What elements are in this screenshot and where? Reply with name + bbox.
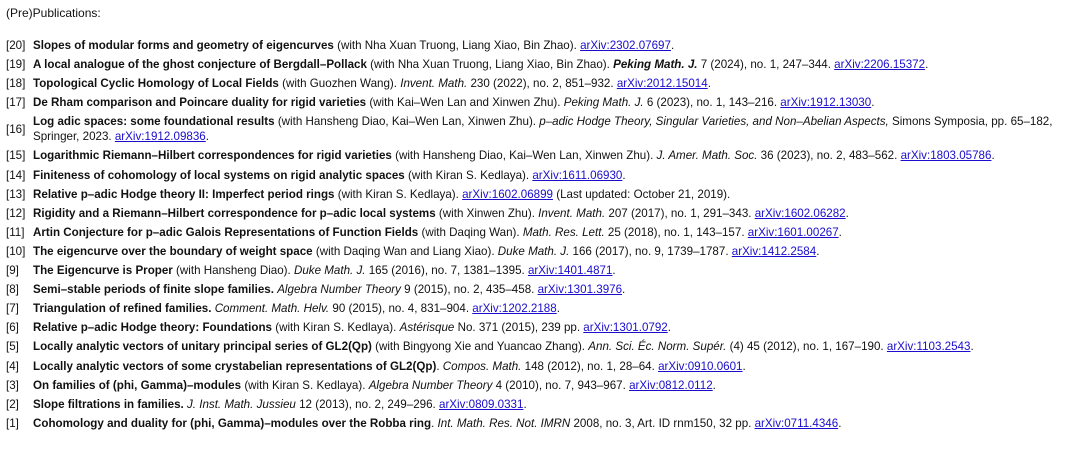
- pub-venue: J. Inst. Math. Jussieu: [186, 397, 296, 411]
- pub-tail: .: [612, 264, 616, 278]
- pub-number: [2]: [6, 397, 19, 411]
- pub-venue: Ann. Sci. Éc. Norm. Supér.: [588, 340, 727, 354]
- pub-venue: Algebra Number Theory: [277, 283, 401, 297]
- pub-details: 2008, no. 3, Art. ID rnm150, 32 pp.: [570, 416, 755, 430]
- publication-item: [6, 38, 1074, 53]
- pub-authors: (with Hansheng Diao).: [172, 264, 294, 278]
- pub-tail: .: [816, 244, 820, 258]
- pub-tail: .: [925, 58, 929, 72]
- pub-number: [4]: [6, 359, 19, 373]
- arxiv-link[interactable]: arXiv:0812.0112: [629, 378, 713, 392]
- pub-title: Finiteness of cohomology of local systems on rigid analytic spaces: [33, 168, 405, 182]
- pub-venue-bold: Peking Math. J.: [613, 58, 698, 72]
- pub-details: 6 (2023), no. 1, 143–216.: [643, 96, 781, 110]
- pub-number: [13]: [6, 187, 26, 201]
- pub-number: [18]: [6, 77, 26, 91]
- page-heading: (Pre)Publications:: [6, 6, 101, 20]
- pub-venue: Duke Math. J.: [497, 244, 570, 258]
- arxiv-link[interactable]: arXiv:0711.4346: [754, 416, 839, 430]
- pub-number: [1]: [6, 416, 19, 430]
- arxiv-link[interactable]: arXiv:1301.0792: [583, 321, 668, 335]
- pub-number: [8]: [6, 283, 19, 297]
- publication-item: [6, 148, 1074, 163]
- pub-number: [15]: [6, 149, 26, 163]
- arxiv-link[interactable]: arXiv:1912.13030: [780, 96, 872, 110]
- pub-authors: (with Bingyong Xie and Yuancao Zhang).: [371, 340, 589, 354]
- pub-tail: .: [622, 168, 626, 182]
- publication-item: [6, 187, 1074, 202]
- pub-title: Slope filtrations in families.: [33, 397, 184, 411]
- pub-authors: (with Kiran S. Kedlaya).: [404, 168, 533, 182]
- pub-title: Locally analytic vectors of some crystabelian representations of GL2(Qp): [33, 359, 437, 373]
- publication-item: [6, 359, 1074, 374]
- publication-item: [6, 397, 1074, 412]
- pub-tail: .: [205, 130, 209, 144]
- pub-details: 12 (2013), no. 2, 249–296.: [295, 397, 439, 411]
- pub-details: 7 (2024), no. 1, 247–344.: [697, 58, 835, 72]
- pub-authors: (with Kiran S. Kedlaya).: [241, 378, 369, 392]
- arxiv-link[interactable]: arXiv:1202.2188: [472, 302, 557, 316]
- pub-title: Artin Conjecture for p–adic Galois Representations of Function Fields: [33, 225, 419, 239]
- pub-title: Topological Cyclic Homology of Local Fields: [33, 77, 279, 91]
- publication-item: [6, 416, 1074, 431]
- pub-details: Simons Symposia, pp. 65–182, Springer, 2023.: [33, 115, 1053, 144]
- pub-title: Logarithmic Riemann–Hilbert correspondences for rigid varieties: [33, 149, 392, 163]
- pub-number: [20]: [6, 39, 26, 52]
- publication-item: [6, 206, 1074, 221]
- pub-tail: .: [556, 302, 560, 316]
- pub-number: [5]: [6, 340, 19, 354]
- pub-number: [16]: [6, 122, 26, 136]
- pub-number: [10]: [6, 244, 26, 258]
- publication-item: [6, 76, 1074, 91]
- arxiv-link[interactable]: arXiv:2206.15372: [834, 58, 926, 72]
- arxiv-link[interactable]: arXiv:1601.00267: [747, 225, 839, 239]
- arxiv-link[interactable]: arXiv:2302.07697: [580, 39, 671, 52]
- arxiv-link[interactable]: arXiv:2012.15014: [616, 77, 708, 91]
- publication-item: [6, 339, 1074, 354]
- pub-venue: Compos. Math.: [442, 359, 522, 373]
- arxiv-link[interactable]: arXiv:1803.05786: [900, 149, 992, 163]
- arxiv-link[interactable]: arXiv:1103.2543: [886, 340, 971, 354]
- arxiv-link[interactable]: arXiv:0809.0331: [439, 397, 524, 411]
- pub-title: A local analogue of the ghost conjecture of Bergdall–Pollack: [33, 58, 367, 72]
- pub-authors: (with Kiran S. Kedlaya).: [272, 321, 400, 335]
- pub-tail: .: [707, 77, 711, 91]
- pub-authors: (with Nha Xuan Truong, Liang Xiao, Bin Zhao).: [333, 39, 581, 52]
- pub-authors: (with Xinwen Zhu).: [435, 206, 539, 220]
- pub-number: [17]: [6, 96, 26, 110]
- pub-authors: (with Kai–Wen Lan and Xinwen Zhu).: [366, 96, 564, 110]
- pub-authors: (with Kiran S. Kedlaya).: [334, 187, 463, 201]
- pub-details: 230 (2022), no. 2, 851–932.: [467, 77, 617, 91]
- pub-venue: Peking Math. J.: [563, 96, 644, 110]
- pub-details: 165 (2016), no. 7, 1381–1395.: [365, 264, 528, 278]
- pub-number: [14]: [6, 168, 26, 182]
- pub-tail: .: [523, 397, 527, 411]
- pub-title: Log adic spaces: some foundational results: [33, 115, 275, 129]
- publication-item: [6, 263, 1074, 278]
- pub-title: Slopes of modular forms and geometry of eigencurves: [33, 39, 334, 52]
- pub-tail: .: [742, 359, 746, 373]
- publication-item: [6, 95, 1074, 110]
- pub-number: [7]: [6, 302, 19, 316]
- pub-title: Semi–stable periods of finite slope families.: [33, 283, 274, 297]
- pub-tail: .: [991, 149, 995, 163]
- pub-venue: p–adic Hodge Theory, Singular Varieties, and Non–Abelian Aspects,: [539, 115, 889, 129]
- pub-number: [6]: [6, 321, 19, 335]
- pub-venue: Algebra Number Theory: [368, 378, 493, 392]
- pub-details: 25 (2018), no. 1, 143–157.: [604, 225, 748, 239]
- pub-authors: (with Guozhen Wang).: [278, 77, 401, 91]
- pub-venue: Int. Math. Res. Not. IMRN: [437, 416, 571, 430]
- pub-details: 166 (2017), no. 9, 1739–1787.: [569, 244, 732, 258]
- pub-title: Rigidity and a Riemann–Hilbert correspondence for p–adic local systems: [33, 206, 436, 220]
- arxiv-link[interactable]: arXiv:1412.2584: [731, 244, 817, 258]
- pub-number: [9]: [6, 264, 19, 278]
- publication-item: [6, 57, 1074, 72]
- pub-tail: .: [712, 378, 716, 392]
- pub-authors: (with Daqing Wan and Liang Xiao).: [312, 244, 498, 258]
- pub-authors: (with Hansheng Diao, Kai–Wen Lan, Xinwen Zhu).: [391, 149, 657, 163]
- pub-tail: .: [871, 96, 875, 110]
- pub-tail: .: [670, 39, 675, 52]
- pub-title: The eigencurve over the boundary of weight space: [33, 244, 313, 258]
- pub-number: [3]: [6, 378, 19, 392]
- pub-title: The Eigencurve is Proper: [33, 264, 173, 278]
- pub-tail: (Last updated: October 21, 2019).: [553, 187, 731, 201]
- pub-title: On families of (phi, Gamma)–modules: [33, 378, 242, 392]
- pub-tail: .: [667, 321, 671, 335]
- publication-item: [6, 301, 1074, 316]
- pub-authors: (with Hansheng Diao, Kai–Wen Lan, Xinwen Zhu).: [274, 115, 540, 129]
- pub-title: Triangulation of refined families.: [33, 302, 212, 316]
- pub-authors: (with Daqing Wan).: [418, 225, 523, 239]
- publication-item: [6, 244, 1074, 259]
- pub-venue: Math. Res. Lett.: [522, 225, 605, 239]
- pub-venue: J. Amer. Math. Soc.: [656, 149, 758, 163]
- publication-item: [6, 282, 1074, 297]
- arxiv-link[interactable]: arXiv:1602.06899: [462, 187, 553, 201]
- pub-number: [12]: [6, 206, 26, 220]
- publication-item: [6, 114, 1074, 144]
- pub-details: 9 (2015), no. 2, 435–458.: [400, 283, 538, 297]
- pub-venue: Astérisque: [399, 321, 455, 335]
- pub-number: [19]: [6, 58, 26, 72]
- pub-tail: .: [970, 340, 974, 354]
- pub-tail: .: [845, 206, 849, 220]
- pub-details: 4 (2010), no. 7, 943–967.: [492, 378, 630, 392]
- arxiv-link[interactable]: arXiv:1912.09836: [114, 130, 206, 144]
- pub-tail: .: [838, 225, 842, 239]
- pub-venue: Comment. Math. Helv.: [214, 302, 330, 316]
- pub-venue: Duke Math. J.: [293, 264, 366, 278]
- pub-authors: .: [431, 416, 438, 430]
- pub-details: 148 (2012), no. 1, 28–64.: [521, 359, 659, 373]
- pub-title: Relative p–adic Hodge theory: Foundations: [33, 321, 272, 335]
- pub-tail: .: [838, 416, 842, 430]
- pub-details: No. 371 (2015), 239 pp.: [454, 321, 584, 335]
- publication-item: [6, 225, 1074, 240]
- arxiv-link[interactable]: arXiv:0910.0601: [658, 359, 743, 373]
- publication-item: [6, 320, 1074, 335]
- pub-details: 90 (2015), no. 4, 831–904.: [329, 302, 473, 316]
- arxiv-link[interactable]: arXiv:1611.06930: [532, 168, 623, 182]
- pub-title: Relative p–adic Hodge theory II: Imperfect period rings: [33, 187, 335, 201]
- pub-title: Locally analytic vectors of unitary principal series of GL2(Qp): [33, 340, 372, 354]
- publication-list: [6, 38, 1074, 435]
- arxiv-link[interactable]: arXiv:1602.06282: [754, 206, 846, 220]
- arxiv-link[interactable]: arXiv:1301.3976: [537, 283, 623, 297]
- pub-authors: .: [436, 359, 443, 373]
- pub-number: [11]: [6, 225, 25, 239]
- pub-title: De Rham comparison and Poincare duality for rigid varieties: [33, 96, 367, 110]
- publication-item: [6, 168, 1074, 183]
- pub-details: 207 (2017), no. 1, 291–343.: [605, 206, 755, 220]
- pub-tail: .: [622, 283, 626, 297]
- pub-details: (4) 45 (2012), no. 1, 167–190.: [726, 340, 887, 354]
- pub-title: Cohomology and duality for (phi, Gamma)–modules over the Robba ring: [33, 416, 432, 430]
- pub-details: 36 (2023), no. 2, 483–562.: [757, 149, 901, 163]
- publication-item: [6, 378, 1074, 393]
- pub-venue: Invent. Math.: [400, 77, 468, 91]
- pub-venue: Invent. Math.: [538, 206, 606, 220]
- pub-authors: (with Nha Xuan Truong, Liang Xiao, Bin Zhao).: [366, 58, 614, 72]
- arxiv-link[interactable]: arXiv:1401.4871: [527, 264, 613, 278]
